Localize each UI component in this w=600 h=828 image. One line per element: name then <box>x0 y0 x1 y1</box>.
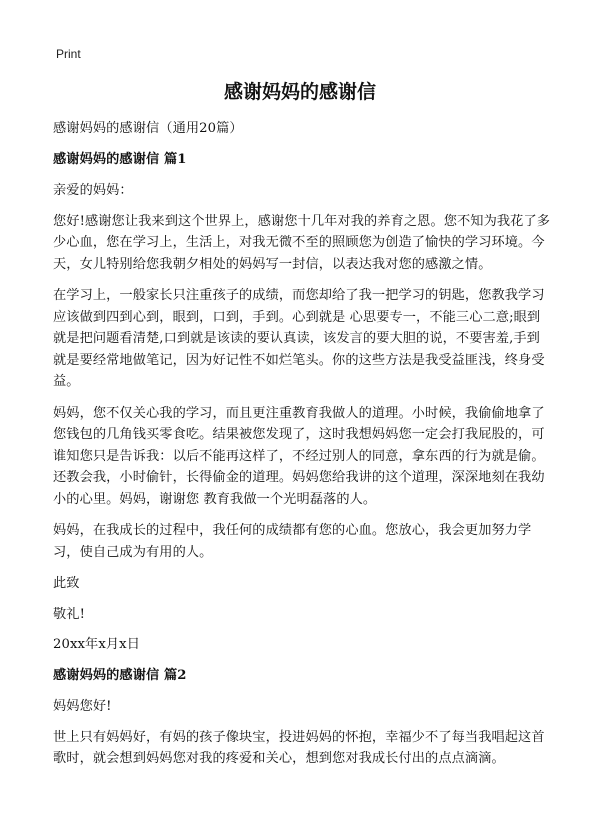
closing-greeting: 敬礼! <box>53 606 85 622</box>
salutation-2: 妈妈您好! <box>53 699 112 714</box>
closing-line: 此致 <box>53 576 80 591</box>
paragraph: 在学习上，一般家长只注重孩子的成绩，而您却给了我一把学习的钥匙，您教我学习应该做到四到心到，眼到，口到，手到。心到就是 心思要专一，不能三心二意;眼到就是把问题看清楚,口到就是该读的要认真读，该发言的要大胆的说，不要害羞,手到就是要经常地做笔记，因为好记性不如烂笔头。你的这些方法是我受益匪浅，终身受益。 <box>53 288 545 389</box>
section-heading-1: 感谢妈妈的感谢信 篇1 <box>53 151 187 167</box>
paragraph: 您好!感谢您让我来到这个世界上，感谢您十几年对我的养育之恩。您不知为我花了多少心血，您在学习上，生活上，对我无微不至的照顾您为创造了愉快的学习环境。今天，女儿特别给您我朝夕相处的妈妈写一封信，以表达我对您的感激之情。 <box>53 213 551 272</box>
section-heading-2: 感谢妈妈的感谢信 篇2 <box>53 667 187 683</box>
page-title: 感谢妈妈的感谢信 <box>223 81 376 103</box>
letter-date: 20xx年x月x日 <box>53 637 140 652</box>
paragraph: 世上只有妈妈好，有妈的孩子像块宝，投进妈妈的怀抱，幸福少不了每当我唱起这首歌时，就会想到妈妈您对我的疼爱和关心，想到您对我成长付出的点点滴滴。 <box>53 729 545 766</box>
print-link[interactable]: Print <box>56 47 81 61</box>
paragraph: 妈妈，在我成长的过程中，我任何的成绩都有您的心血。您放心，我会更加努力学习，使自己成为有用的人。 <box>53 523 532 560</box>
salutation-1: 亲爱的妈妈： <box>53 183 133 198</box>
document-subtitle: 感谢妈妈的感谢信（通用20篇） <box>53 121 243 136</box>
paragraph: 妈妈，您不仅关心我的学习，而且更注重教育我做人的道理。小时候，我偷偷地拿了您钱包的几角钱买零食吃。结果被您发现了，这时我想妈妈您一定会打我屁股的，可谁知您只是告诉我：以后不能再这样了，不经过别人的同意，拿东西的行为就是偷。还教会我，小时偷针，长得偷金的道理。妈妈您给我讲的这个道理，深深地刻在我幼小的心里。妈妈，谢谢您 教育我做一个光明磊落的人。 <box>53 405 545 507</box>
document-body <box>53 118 553 780</box>
